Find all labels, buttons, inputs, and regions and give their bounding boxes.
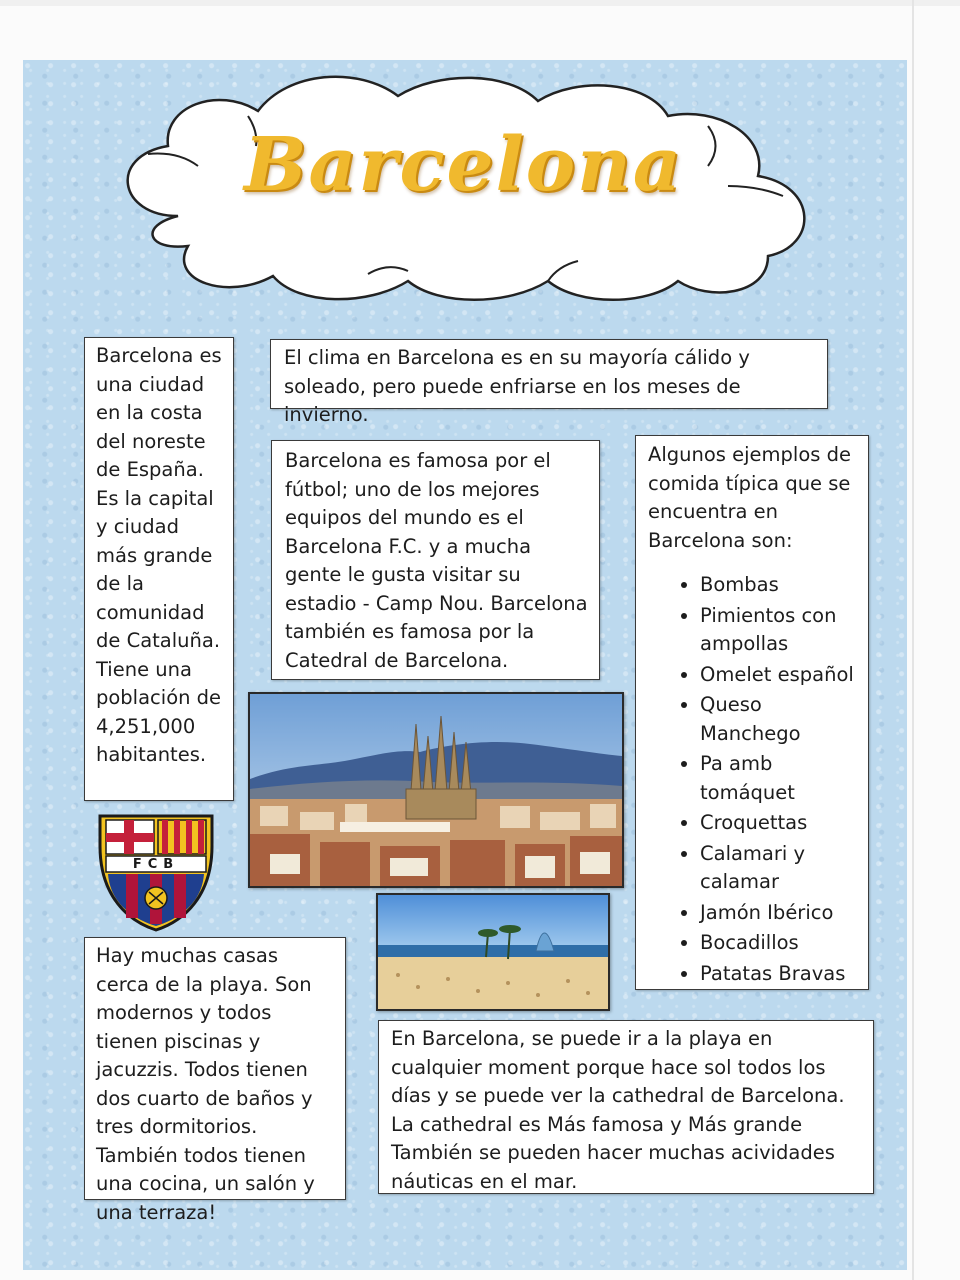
houses-text-box (84, 937, 346, 1224)
beach-photo (376, 893, 610, 1011)
food-intro: Algunos ejemplos de comida típica que se encuentra en Barcelona son: (648, 443, 852, 552)
climate-text: El clima en Barcelona es en su mayoría cálido y soleado, pero puede enfriarse en los meses de invierno. (284, 346, 750, 426)
scan-right-edge (912, 0, 914, 1280)
list-item: • Jamón Ibérico (700, 899, 862, 928)
page-title: Barcelona (244, 122, 683, 208)
city-skyline-photo (248, 692, 624, 888)
list-item: • Queso Manchego (700, 691, 862, 748)
beach-text-box (378, 1020, 874, 1194)
list-item: • Omelet español (700, 661, 862, 690)
football-text: Barcelona es famosa por el fútbol; uno de los mejores equipos del mundo es el Barcelona F.C. y a mucha gente le gusta visitar su estadio - Camp Nou. Barcelona también es famosa por la Catedral de Barcelona. (285, 449, 588, 672)
list-item: • Bocadillos (700, 929, 862, 958)
football-text-box (271, 440, 600, 680)
list-item: • Pimientos con ampollas (700, 602, 862, 659)
fcb-crest-icon (94, 806, 218, 934)
list-item: • Calamari y calamar (700, 840, 862, 897)
intro-text-box (84, 337, 234, 801)
food-list (648, 571, 862, 988)
houses-text: Hay muchas casas cerca de la playa. Son modernos y todos tienen piscinas y jacuzzis. Todos tienen dos cuarto de baños y tres dormitorios. También todos tienen una cocina, un salón y una terraza! (96, 944, 315, 1224)
beach-image (378, 895, 608, 1009)
food-text-box (635, 435, 869, 990)
skyline-image (250, 694, 622, 886)
list-item: • Croquettas (700, 809, 862, 838)
list-item: • Bombas (700, 571, 862, 600)
climate-text-box (270, 339, 828, 426)
scan-top-edge (0, 0, 960, 6)
list-item: • Pa amb tomáquet (700, 750, 862, 807)
list-item: • Patatas Bravas (700, 960, 862, 989)
beach-text: En Barcelona, se puede ir a la playa en cualquier moment porque hace sol todos los días y se puede ver la cathedral de Barcelona. La cathedral es Más famosa y Más grande También se pueden hacer muchas acividades náuticas en el mar. (391, 1027, 845, 1193)
intro-text: Barcelona es una ciudad en la costa del noreste de España. Es la capital y ciudad más grande de la comunidad de Cataluña. Tiene una población de 4,251,000 habitantes. (96, 344, 222, 766)
crest-letters: FCB (132, 857, 180, 872)
